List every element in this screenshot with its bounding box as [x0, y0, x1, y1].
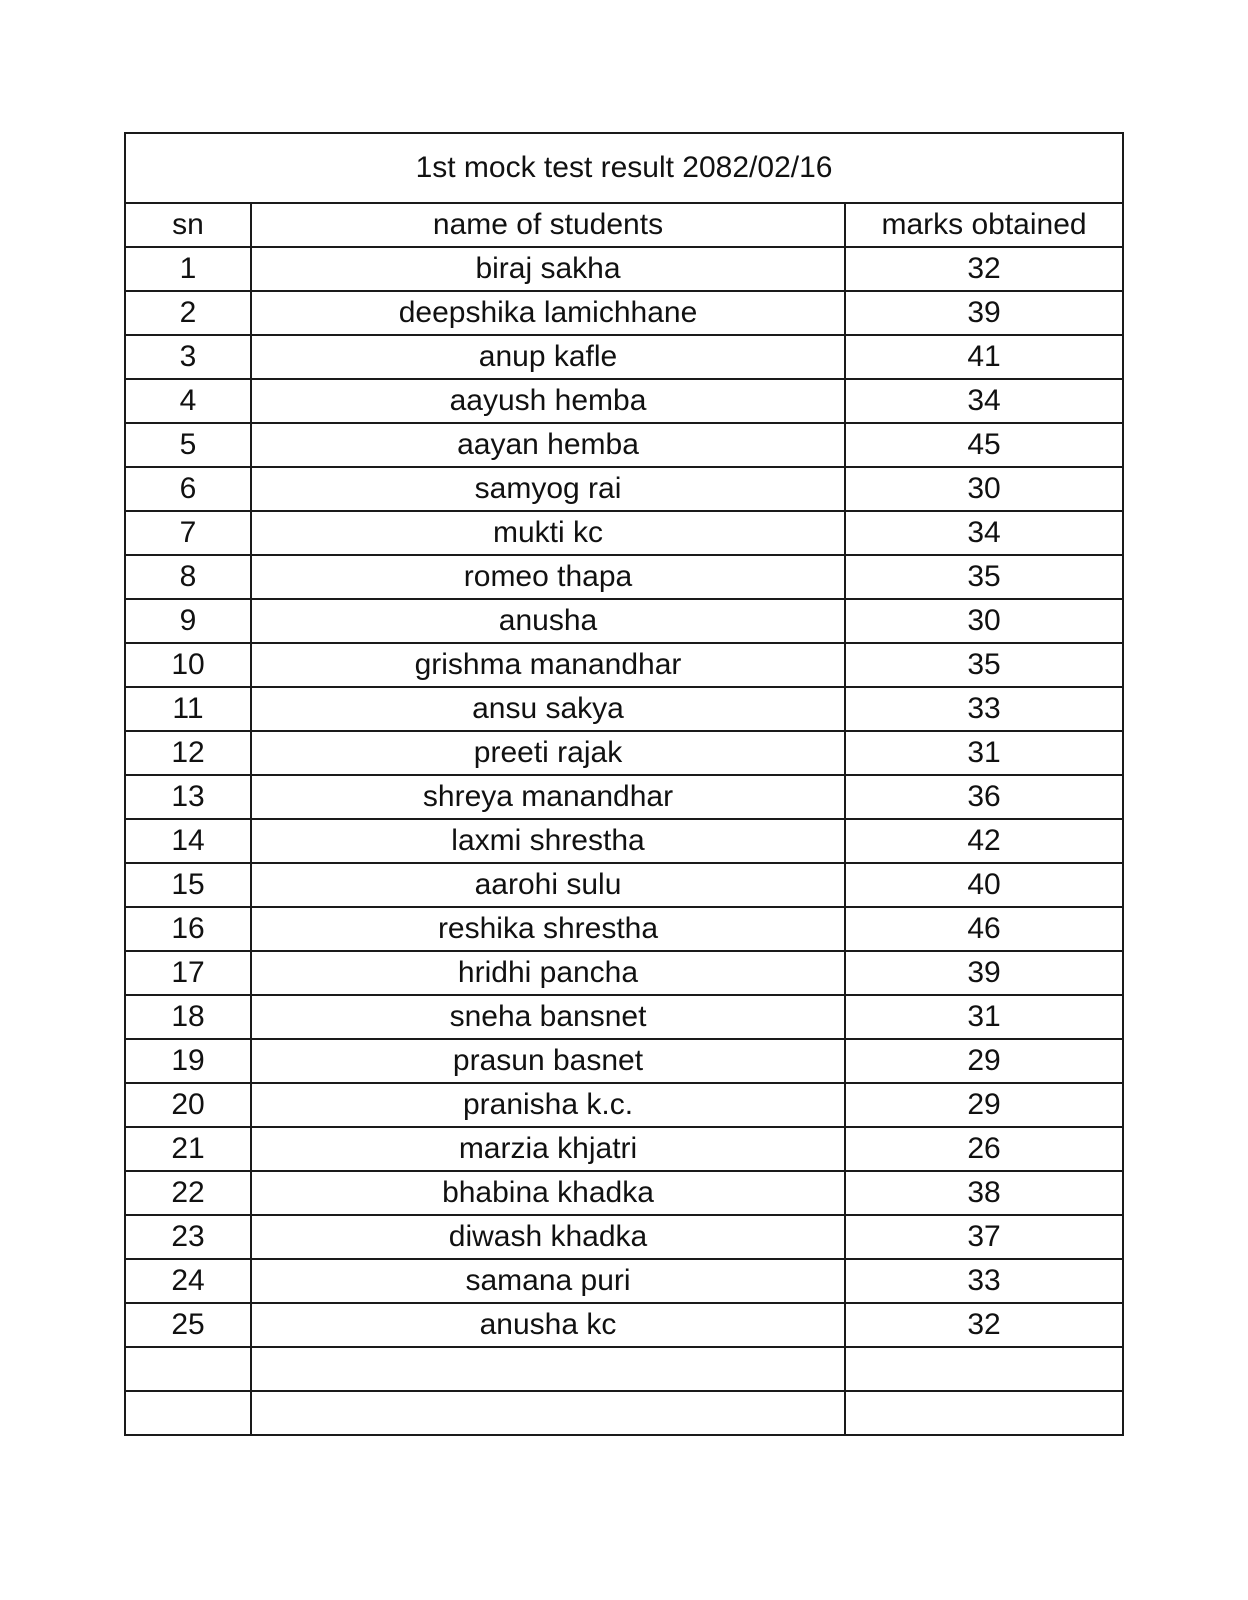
cell-marks: 42 — [845, 819, 1123, 863]
cell-marks: 31 — [845, 731, 1123, 775]
cell-name: laxmi shrestha — [251, 819, 845, 863]
cell-sn: 4 — [125, 379, 251, 423]
table-row — [125, 687, 1123, 731]
table-row — [125, 819, 1123, 863]
cell-marks: 36 — [845, 775, 1123, 819]
table-row — [125, 423, 1123, 467]
cell-name: anusha kc — [251, 1303, 845, 1347]
cell-sn: 2 — [125, 291, 251, 335]
cell-sn: 3 — [125, 335, 251, 379]
cell-name: anusha — [251, 599, 845, 643]
cell-name: samana puri — [251, 1259, 845, 1303]
table-row — [125, 555, 1123, 599]
cell-name: romeo thapa — [251, 555, 845, 599]
cell-name — [251, 1391, 845, 1435]
cell-marks: 39 — [845, 951, 1123, 995]
table-row — [125, 467, 1123, 511]
table-row — [125, 291, 1123, 335]
cell-marks: 39 — [845, 291, 1123, 335]
cell-marks: 30 — [845, 467, 1123, 511]
table-row — [125, 1259, 1123, 1303]
table-row — [125, 863, 1123, 907]
cell-sn: 12 — [125, 731, 251, 775]
cell-marks: 46 — [845, 907, 1123, 951]
table-row — [125, 1303, 1123, 1347]
cell-name: aayan hemba — [251, 423, 845, 467]
cell-marks — [845, 1391, 1123, 1435]
cell-marks: 38 — [845, 1171, 1123, 1215]
cell-sn: 9 — [125, 599, 251, 643]
table-row-empty — [125, 1391, 1123, 1435]
cell-sn: 17 — [125, 951, 251, 995]
table-row — [125, 1039, 1123, 1083]
results-table — [124, 132, 1124, 1436]
cell-sn: 1 — [125, 247, 251, 291]
cell-name: samyog rai — [251, 467, 845, 511]
cell-sn: 22 — [125, 1171, 251, 1215]
cell-sn: 5 — [125, 423, 251, 467]
cell-marks — [845, 1347, 1123, 1391]
cell-name: aarohi sulu — [251, 863, 845, 907]
cell-name: grishma manandhar — [251, 643, 845, 687]
cell-name: preeti rajak — [251, 731, 845, 775]
cell-marks: 41 — [845, 335, 1123, 379]
table-row-empty — [125, 1347, 1123, 1391]
cell-marks: 35 — [845, 643, 1123, 687]
cell-name: pranisha k.c. — [251, 1083, 845, 1127]
cell-marks: 29 — [845, 1083, 1123, 1127]
cell-marks: 29 — [845, 1039, 1123, 1083]
cell-sn: 16 — [125, 907, 251, 951]
table-row — [125, 995, 1123, 1039]
table-row — [125, 1215, 1123, 1259]
cell-sn: 18 — [125, 995, 251, 1039]
cell-sn: 24 — [125, 1259, 251, 1303]
table-row — [125, 907, 1123, 951]
table-row — [125, 643, 1123, 687]
table-title: 1st mock test result 2082/02/16 — [125, 133, 1123, 203]
cell-marks: 35 — [845, 555, 1123, 599]
table-row — [125, 951, 1123, 995]
cell-marks: 31 — [845, 995, 1123, 1039]
cell-name — [251, 1347, 845, 1391]
table-row — [125, 1127, 1123, 1171]
cell-name: deepshika lamichhane — [251, 291, 845, 335]
cell-sn: 25 — [125, 1303, 251, 1347]
cell-marks: 37 — [845, 1215, 1123, 1259]
cell-name: diwash khadka — [251, 1215, 845, 1259]
cell-sn: 6 — [125, 467, 251, 511]
header-row — [125, 203, 1123, 247]
cell-marks: 30 — [845, 599, 1123, 643]
table-row — [125, 1171, 1123, 1215]
header-marks: marks obtained — [845, 203, 1123, 247]
cell-name: biraj sakha — [251, 247, 845, 291]
cell-marks: 34 — [845, 511, 1123, 555]
table-row — [125, 511, 1123, 555]
result-sheet — [124, 132, 1122, 1436]
cell-sn: 21 — [125, 1127, 251, 1171]
table-row — [125, 1083, 1123, 1127]
cell-name: aayush hemba — [251, 379, 845, 423]
cell-name: shreya manandhar — [251, 775, 845, 819]
cell-sn: 10 — [125, 643, 251, 687]
cell-name: anup kafle — [251, 335, 845, 379]
cell-name: mukti kc — [251, 511, 845, 555]
cell-marks: 45 — [845, 423, 1123, 467]
cell-sn — [125, 1391, 251, 1435]
cell-marks: 32 — [845, 247, 1123, 291]
cell-name: ansu sakya — [251, 687, 845, 731]
cell-name: prasun basnet — [251, 1039, 845, 1083]
cell-sn: 19 — [125, 1039, 251, 1083]
table-row — [125, 599, 1123, 643]
cell-sn: 8 — [125, 555, 251, 599]
table-row — [125, 335, 1123, 379]
cell-name: reshika shrestha — [251, 907, 845, 951]
table-row — [125, 247, 1123, 291]
header-name: name of students — [251, 203, 845, 247]
cell-marks: 32 — [845, 1303, 1123, 1347]
cell-marks: 33 — [845, 687, 1123, 731]
table-row — [125, 775, 1123, 819]
table-row — [125, 731, 1123, 775]
cell-sn — [125, 1347, 251, 1391]
cell-sn: 13 — [125, 775, 251, 819]
title-row — [125, 133, 1123, 203]
cell-name: sneha bansnet — [251, 995, 845, 1039]
cell-marks: 33 — [845, 1259, 1123, 1303]
cell-marks: 26 — [845, 1127, 1123, 1171]
table-row — [125, 379, 1123, 423]
cell-sn: 7 — [125, 511, 251, 555]
header-sn: sn — [125, 203, 251, 247]
cell-marks: 34 — [845, 379, 1123, 423]
cell-sn: 20 — [125, 1083, 251, 1127]
cell-sn: 23 — [125, 1215, 251, 1259]
cell-sn: 14 — [125, 819, 251, 863]
cell-sn: 15 — [125, 863, 251, 907]
cell-name: bhabina khadka — [251, 1171, 845, 1215]
cell-name: marzia khjatri — [251, 1127, 845, 1171]
cell-marks: 40 — [845, 863, 1123, 907]
cell-sn: 11 — [125, 687, 251, 731]
cell-name: hridhi pancha — [251, 951, 845, 995]
